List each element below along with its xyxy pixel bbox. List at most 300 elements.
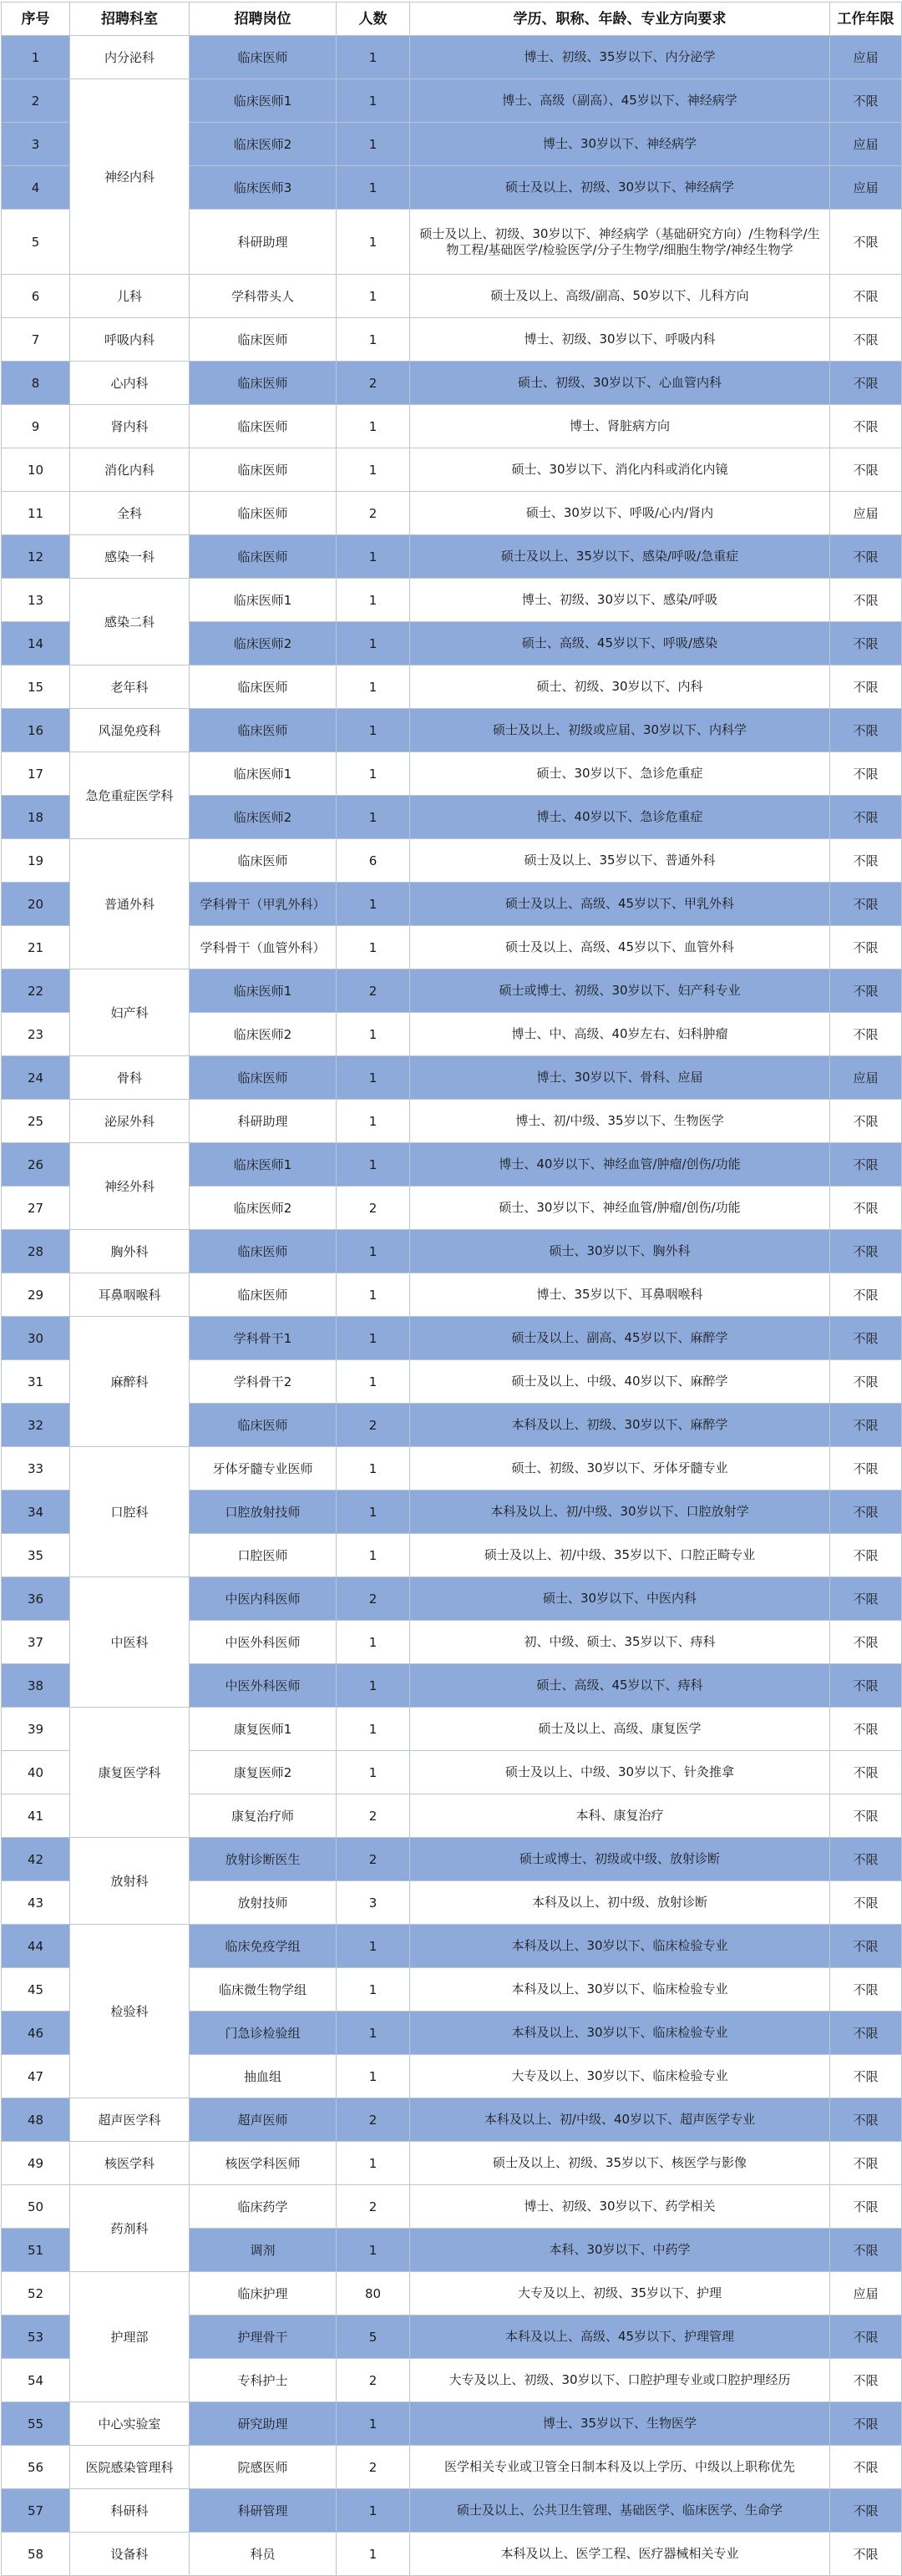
cell-count: 1 <box>337 36 410 79</box>
cell-seq: 4 <box>2 166 70 210</box>
cell-count: 2 <box>337 2185 410 2229</box>
cell-requirements: 初、中级、硕士、35岁以下、痔科 <box>410 1621 830 1664</box>
cell-requirements: 硕士、30岁以下、中医内科 <box>410 1577 830 1621</box>
cell-experience: 不限 <box>830 2315 902 2359</box>
cell-count: 1 <box>337 2402 410 2446</box>
table-row <box>2 79 902 123</box>
cell-count: 1 <box>337 210 410 275</box>
cell-dept: 口腔科 <box>70 1447 190 1577</box>
cell-experience: 不限 <box>830 2055 902 2098</box>
cell-count: 2 <box>337 1794 410 1838</box>
cell-position: 牙体牙髓专业医师 <box>190 1447 337 1490</box>
table-row <box>2 579 902 622</box>
cell-count: 1 <box>337 1534 410 1577</box>
table-row <box>2 2272 902 2315</box>
table-row <box>2 1838 902 1881</box>
cell-experience: 不限 <box>830 2402 902 2446</box>
cell-count: 1 <box>337 2229 410 2272</box>
cell-experience: 应届 <box>830 492 902 535</box>
cell-dept: 内分泌科 <box>70 36 190 79</box>
cell-seq: 52 <box>2 2272 70 2315</box>
cell-requirements: 硕士及以上、中级、40岁以下、麻醉学 <box>410 1360 830 1404</box>
cell-count: 1 <box>337 275 410 318</box>
cell-experience: 不限 <box>830 1143 902 1187</box>
cell-position: 护理骨干 <box>190 2315 337 2359</box>
table-row <box>2 2098 902 2142</box>
cell-seq: 29 <box>2 1273 70 1317</box>
cell-seq: 20 <box>2 883 70 926</box>
cell-position: 临床医师1 <box>190 79 337 123</box>
header-requirements: 学历、职称、年龄、专业方向要求 <box>410 3 830 36</box>
cell-position: 研究助理 <box>190 2402 337 2446</box>
cell-position: 科研助理 <box>190 210 337 275</box>
cell-seq: 7 <box>2 318 70 362</box>
table-row <box>2 1577 902 1621</box>
cell-experience: 不限 <box>830 1838 902 1881</box>
cell-requirements: 大专及以上、初级、35岁以下、护理 <box>410 2272 830 2315</box>
table-row <box>2 752 902 796</box>
cell-position: 学科骨干1 <box>190 1317 337 1360</box>
cell-position: 临床医师 <box>190 405 337 448</box>
cell-position: 科研助理 <box>190 1100 337 1143</box>
cell-dept: 医院感染管理科 <box>70 2446 190 2489</box>
cell-experience: 不限 <box>830 535 902 579</box>
cell-seq: 41 <box>2 1794 70 1838</box>
cell-requirements: 硕士、高级、45岁以下、呼吸/感染 <box>410 622 830 666</box>
cell-seq: 22 <box>2 969 70 1013</box>
cell-requirements: 硕士及以上、高级、45岁以下、血管外科 <box>410 926 830 969</box>
cell-count: 1 <box>337 123 410 166</box>
cell-requirements: 博士、初级、30岁以下、呼吸内科 <box>410 318 830 362</box>
table-row <box>2 405 902 448</box>
cell-seq: 45 <box>2 1968 70 2012</box>
cell-count: 1 <box>337 1968 410 2012</box>
cell-count: 2 <box>337 362 410 405</box>
cell-seq: 32 <box>2 1404 70 1447</box>
cell-experience: 不限 <box>830 1273 902 1317</box>
cell-count: 1 <box>337 926 410 969</box>
cell-position: 科员 <box>190 2533 337 2576</box>
cell-requirements: 本科及以上、初级、30岁以下、麻醉学 <box>410 1404 830 1447</box>
cell-experience: 不限 <box>830 1751 902 1794</box>
cell-seq: 15 <box>2 666 70 709</box>
cell-seq: 47 <box>2 2055 70 2098</box>
cell-position: 院感医师 <box>190 2446 337 2489</box>
cell-dept: 妇产科 <box>70 969 190 1056</box>
table-row <box>2 535 902 579</box>
cell-requirements: 硕士及以上、初级、35岁以下、核医学与影像 <box>410 2142 830 2185</box>
cell-experience: 不限 <box>830 2098 902 2142</box>
cell-count: 1 <box>337 1100 410 1143</box>
cell-requirements: 硕士、30岁以下、消化内科或消化内镜 <box>410 448 830 492</box>
cell-requirements: 硕士、高级、45岁以下、痔科 <box>410 1664 830 1708</box>
cell-position: 口腔医师 <box>190 1534 337 1577</box>
cell-dept: 消化内科 <box>70 448 190 492</box>
cell-requirements: 硕士及以上、副高、45岁以下、麻醉学 <box>410 1317 830 1360</box>
cell-position: 康复治疗师 <box>190 1794 337 1838</box>
table-row <box>2 36 902 79</box>
cell-seq: 19 <box>2 839 70 883</box>
cell-seq: 37 <box>2 1621 70 1664</box>
cell-seq: 26 <box>2 1143 70 1187</box>
cell-position: 临床医师 <box>190 492 337 535</box>
cell-experience: 不限 <box>830 926 902 969</box>
cell-position: 放射技师 <box>190 1881 337 1925</box>
table-row <box>2 2185 902 2229</box>
cell-seq: 46 <box>2 2012 70 2055</box>
cell-experience: 不限 <box>830 1013 902 1056</box>
cell-requirements: 博士、40岁以下、急诊危重症 <box>410 796 830 839</box>
cell-position: 口腔放射技师 <box>190 1490 337 1534</box>
cell-seq: 34 <box>2 1490 70 1534</box>
cell-requirements: 大专及以上、初级、30岁以下、口腔护理专业或口腔护理经历 <box>410 2359 830 2402</box>
cell-count: 5 <box>337 2315 410 2359</box>
cell-requirements: 博士、35岁以下、耳鼻咽喉科 <box>410 1273 830 1317</box>
cell-position: 中医外科医师 <box>190 1664 337 1708</box>
cell-experience: 不限 <box>830 1925 902 1968</box>
cell-seq: 25 <box>2 1100 70 1143</box>
cell-seq: 39 <box>2 1708 70 1751</box>
cell-dept: 检验科 <box>70 1925 190 2098</box>
table-row <box>2 492 902 535</box>
header-count: 人数 <box>337 3 410 36</box>
cell-dept: 泌尿外科 <box>70 1100 190 1143</box>
cell-seq: 5 <box>2 210 70 275</box>
cell-seq: 44 <box>2 1925 70 1968</box>
table-row <box>2 1273 902 1317</box>
cell-position: 临床医师 <box>190 36 337 79</box>
cell-count: 1 <box>337 1273 410 1317</box>
cell-requirements: 硕士及以上、35岁以下、感染/呼吸/急重症 <box>410 535 830 579</box>
cell-experience: 不限 <box>830 2359 902 2402</box>
cell-position: 临床医师1 <box>190 752 337 796</box>
cell-seq: 6 <box>2 275 70 318</box>
cell-requirements: 医学相关专业或卫管全日制本科及以上学历、中级以上职称优先 <box>410 2446 830 2489</box>
cell-experience: 不限 <box>830 579 902 622</box>
cell-count: 2 <box>337 492 410 535</box>
cell-position: 临床医师2 <box>190 622 337 666</box>
cell-position: 中医外科医师 <box>190 1621 337 1664</box>
cell-requirements: 大专及以上、30岁以下、临床检验专业 <box>410 2055 830 2098</box>
cell-dept: 中心实验室 <box>70 2402 190 2446</box>
cell-count: 1 <box>337 2012 410 2055</box>
cell-dept: 康复医学科 <box>70 1708 190 1838</box>
cell-position: 临床医师1 <box>190 1143 337 1187</box>
cell-experience: 不限 <box>830 362 902 405</box>
cell-position: 临床医师 <box>190 666 337 709</box>
cell-count: 1 <box>337 2142 410 2185</box>
cell-dept: 感染一科 <box>70 535 190 579</box>
cell-seq: 17 <box>2 752 70 796</box>
cell-count: 1 <box>337 796 410 839</box>
cell-experience: 不限 <box>830 1230 902 1273</box>
table-row <box>2 1925 902 1968</box>
cell-experience: 不限 <box>830 1621 902 1664</box>
cell-dept: 普通外科 <box>70 839 190 969</box>
cell-position: 康复医师1 <box>190 1708 337 1751</box>
cell-position: 临床医师2 <box>190 796 337 839</box>
cell-seq: 35 <box>2 1534 70 1577</box>
cell-experience: 不限 <box>830 2489 902 2533</box>
cell-requirements: 硕士、30岁以下、胸外科 <box>410 1230 830 1273</box>
table-row <box>2 275 902 318</box>
cell-position: 中医内科医师 <box>190 1577 337 1621</box>
cell-requirements: 博士、30岁以下、神经病学 <box>410 123 830 166</box>
cell-requirements: 博士、高级（副高）、45岁以下、神经病学 <box>410 79 830 123</box>
cell-experience: 不限 <box>830 1577 902 1621</box>
cell-requirements: 硕士及以上、初/中级、35岁以下、口腔正畸专业 <box>410 1534 830 1577</box>
cell-requirements: 硕士及以上、高级、康复医学 <box>410 1708 830 1751</box>
cell-requirements: 博士、30岁以下、骨科、应届 <box>410 1056 830 1100</box>
cell-count: 1 <box>337 1143 410 1187</box>
cell-seq: 49 <box>2 2142 70 2185</box>
cell-requirements: 博士、初/中级、35岁以下、生物医学 <box>410 1100 830 1143</box>
cell-count: 1 <box>337 79 410 123</box>
cell-dept: 心内科 <box>70 362 190 405</box>
cell-count: 1 <box>337 709 410 752</box>
table-row <box>2 2489 902 2533</box>
cell-requirements: 本科、30岁以下、中药学 <box>410 2229 830 2272</box>
cell-count: 1 <box>337 622 410 666</box>
cell-experience: 不限 <box>830 1708 902 1751</box>
cell-requirements: 硕士、30岁以下、神经血管/肿瘤/创伤/功能 <box>410 1187 830 1230</box>
cell-position: 临床医师 <box>190 318 337 362</box>
cell-experience: 应届 <box>830 2272 902 2315</box>
cell-position: 临床微生物学组 <box>190 1968 337 2012</box>
recruitment-table <box>1 2 902 2576</box>
cell-dept: 肾内科 <box>70 405 190 448</box>
table-row <box>2 1317 902 1360</box>
cell-count: 1 <box>337 1621 410 1664</box>
cell-position: 核医学科医师 <box>190 2142 337 2185</box>
cell-position: 放射诊断医生 <box>190 1838 337 1881</box>
cell-seq: 2 <box>2 79 70 123</box>
cell-requirements: 本科及以上、医学工程、医疗器械相关专业 <box>410 2533 830 2576</box>
cell-requirements: 本科及以上、30岁以下、临床检验专业 <box>410 1925 830 1968</box>
cell-seq: 30 <box>2 1317 70 1360</box>
cell-count: 1 <box>337 318 410 362</box>
cell-count: 1 <box>337 448 410 492</box>
table-row <box>2 1708 902 1751</box>
cell-seq: 9 <box>2 405 70 448</box>
cell-requirements: 博士、40岁以下、神经血管/肿瘤/创伤/功能 <box>410 1143 830 1187</box>
cell-count: 2 <box>337 969 410 1013</box>
cell-requirements: 博士、初级、30岁以下、药学相关 <box>410 2185 830 2229</box>
cell-requirements: 本科及以上、初/中级、30岁以下、口腔放射学 <box>410 1490 830 1534</box>
cell-seq: 16 <box>2 709 70 752</box>
cell-dept: 感染二科 <box>70 579 190 666</box>
cell-count: 1 <box>337 1490 410 1534</box>
cell-requirements: 硕士或博士、初级、30岁以下、妇产科专业 <box>410 969 830 1013</box>
cell-requirements: 硕士、初级、30岁以下、内科 <box>410 666 830 709</box>
cell-experience: 不限 <box>830 1534 902 1577</box>
cell-requirements: 本科及以上、30岁以下、临床检验专业 <box>410 1968 830 2012</box>
cell-experience: 不限 <box>830 1447 902 1490</box>
table-row <box>2 1143 902 1187</box>
cell-count: 2 <box>337 2098 410 2142</box>
cell-count: 1 <box>337 166 410 210</box>
cell-experience: 不限 <box>830 2185 902 2229</box>
header-position: 招聘岗位 <box>190 3 337 36</box>
cell-dept: 神经外科 <box>70 1143 190 1230</box>
cell-seq: 56 <box>2 2446 70 2489</box>
cell-count: 2 <box>337 1404 410 1447</box>
cell-count: 1 <box>337 883 410 926</box>
cell-requirements: 硕士及以上、高级/副高、50岁以下、儿科方向 <box>410 275 830 318</box>
cell-position: 临床医师 <box>190 1404 337 1447</box>
table-header-row <box>2 3 902 36</box>
cell-requirements: 硕士及以上、公共卫生管理、基础医学、临床医学、生命学 <box>410 2489 830 2533</box>
cell-seq: 27 <box>2 1187 70 1230</box>
cell-experience: 不限 <box>830 1100 902 1143</box>
cell-requirements: 硕士、30岁以下、急诊危重症 <box>410 752 830 796</box>
cell-experience: 不限 <box>830 1968 902 2012</box>
cell-requirements: 博士、肾脏病方向 <box>410 405 830 448</box>
cell-count: 2 <box>337 1187 410 1230</box>
cell-position: 超声医师 <box>190 2098 337 2142</box>
table-row <box>2 666 902 709</box>
cell-position: 临床医师 <box>190 362 337 405</box>
cell-position: 临床医师2 <box>190 1187 337 1230</box>
cell-dept: 呼吸内科 <box>70 318 190 362</box>
cell-experience: 不限 <box>830 1664 902 1708</box>
cell-experience: 不限 <box>830 79 902 123</box>
cell-seq: 58 <box>2 2533 70 2576</box>
cell-seq: 24 <box>2 1056 70 1100</box>
cell-count: 1 <box>337 1360 410 1404</box>
cell-position: 临床医师2 <box>190 123 337 166</box>
cell-seq: 33 <box>2 1447 70 1490</box>
cell-requirements: 硕士及以上、初级或应届、30岁以下、内科学 <box>410 709 830 752</box>
cell-dept: 设备科 <box>70 2533 190 2576</box>
cell-count: 1 <box>337 1056 410 1100</box>
cell-count: 6 <box>337 839 410 883</box>
table-row <box>2 2446 902 2489</box>
cell-experience: 不限 <box>830 448 902 492</box>
cell-seq: 12 <box>2 535 70 579</box>
table-row <box>2 318 902 362</box>
cell-experience: 不限 <box>830 2229 902 2272</box>
cell-experience: 不限 <box>830 1360 902 1404</box>
cell-seq: 23 <box>2 1013 70 1056</box>
cell-requirements: 本科及以上、初/中级、40岁以下、超声医学专业 <box>410 2098 830 2142</box>
cell-position: 学科带头人 <box>190 275 337 318</box>
cell-seq: 3 <box>2 123 70 166</box>
header-seq: 序号 <box>2 3 70 36</box>
table-row <box>2 362 902 405</box>
cell-count: 80 <box>337 2272 410 2315</box>
cell-requirements: 硕士或博士、初级或中级、放射诊断 <box>410 1838 830 1881</box>
cell-position: 调剂 <box>190 2229 337 2272</box>
cell-seq: 1 <box>2 36 70 79</box>
header-dept: 招聘科室 <box>70 3 190 36</box>
cell-dept: 风湿免疫科 <box>70 709 190 752</box>
cell-position: 临床医师 <box>190 839 337 883</box>
cell-position: 科研管理 <box>190 2489 337 2533</box>
cell-count: 1 <box>337 1013 410 1056</box>
cell-position: 临床医师2 <box>190 1013 337 1056</box>
cell-experience: 不限 <box>830 1490 902 1534</box>
cell-experience: 应届 <box>830 1056 902 1100</box>
cell-experience: 不限 <box>830 1404 902 1447</box>
cell-position: 临床医师 <box>190 709 337 752</box>
cell-experience: 应届 <box>830 166 902 210</box>
cell-experience: 不限 <box>830 2446 902 2489</box>
cell-seq: 14 <box>2 622 70 666</box>
cell-dept: 全科 <box>70 492 190 535</box>
cell-requirements: 硕士、初级、30岁以下、心血管内科 <box>410 362 830 405</box>
table-row <box>2 2142 902 2185</box>
cell-position: 临床护理 <box>190 2272 337 2315</box>
cell-seq: 31 <box>2 1360 70 1404</box>
cell-count: 1 <box>337 405 410 448</box>
cell-requirements: 硕士及以上、初级、30岁以下、神经病学（基础研究方向）/生物科学/生物工程/基础医学/检验医学/分子生物学/细胞生物学/神经生物学 <box>410 210 830 275</box>
cell-count: 2 <box>337 2446 410 2489</box>
cell-requirements: 硕士及以上、中级、30岁以下、针灸推拿 <box>410 1751 830 1794</box>
table-row <box>2 1230 902 1273</box>
cell-requirements: 本科及以上、初中级、放射诊断 <box>410 1881 830 1925</box>
cell-dept: 麻醉科 <box>70 1317 190 1447</box>
cell-count: 1 <box>337 666 410 709</box>
cell-requirements: 硕士及以上、35岁以下、普通外科 <box>410 839 830 883</box>
cell-seq: 43 <box>2 1881 70 1925</box>
cell-dept: 核医学科 <box>70 2142 190 2185</box>
cell-position: 抽血组 <box>190 2055 337 2098</box>
cell-position: 临床医师 <box>190 1056 337 1100</box>
cell-requirements: 硕士及以上、高级、45岁以下、甲乳外科 <box>410 883 830 926</box>
cell-requirements: 本科及以上、30岁以下、临床检验专业 <box>410 2012 830 2055</box>
cell-position: 临床医师1 <box>190 579 337 622</box>
table-row <box>2 1447 902 1490</box>
cell-experience: 应届 <box>830 36 902 79</box>
table-row <box>2 448 902 492</box>
cell-seq: 42 <box>2 1838 70 1881</box>
cell-dept: 儿科 <box>70 275 190 318</box>
cell-count: 2 <box>337 1577 410 1621</box>
cell-position: 康复医师2 <box>190 1751 337 1794</box>
cell-seq: 28 <box>2 1230 70 1273</box>
cell-seq: 54 <box>2 2359 70 2402</box>
cell-dept: 中医科 <box>70 1577 190 1708</box>
cell-experience: 不限 <box>830 2012 902 2055</box>
cell-seq: 18 <box>2 796 70 839</box>
cell-count: 1 <box>337 1664 410 1708</box>
cell-count: 1 <box>337 1751 410 1794</box>
cell-seq: 11 <box>2 492 70 535</box>
cell-experience: 不限 <box>830 709 902 752</box>
cell-seq: 53 <box>2 2315 70 2359</box>
cell-seq: 38 <box>2 1664 70 1708</box>
cell-experience: 不限 <box>830 839 902 883</box>
cell-dept: 急危重症医学科 <box>70 752 190 839</box>
cell-position: 门急诊检验组 <box>190 2012 337 2055</box>
cell-count: 1 <box>337 1708 410 1751</box>
cell-count: 2 <box>337 1838 410 1881</box>
cell-experience: 应届 <box>830 123 902 166</box>
cell-count: 1 <box>337 1925 410 1968</box>
cell-seq: 10 <box>2 448 70 492</box>
cell-requirements: 博士、初级、30岁以下、感染/呼吸 <box>410 579 830 622</box>
cell-position: 临床免疫学组 <box>190 1925 337 1968</box>
cell-experience: 不限 <box>830 969 902 1013</box>
cell-position: 学科骨干2 <box>190 1360 337 1404</box>
cell-position: 临床医师 <box>190 1273 337 1317</box>
cell-count: 2 <box>337 2359 410 2402</box>
cell-position: 临床医师1 <box>190 969 337 1013</box>
cell-requirements: 硕士及以上、初级、30岁以下、神经病学 <box>410 166 830 210</box>
cell-seq: 8 <box>2 362 70 405</box>
cell-seq: 51 <box>2 2229 70 2272</box>
